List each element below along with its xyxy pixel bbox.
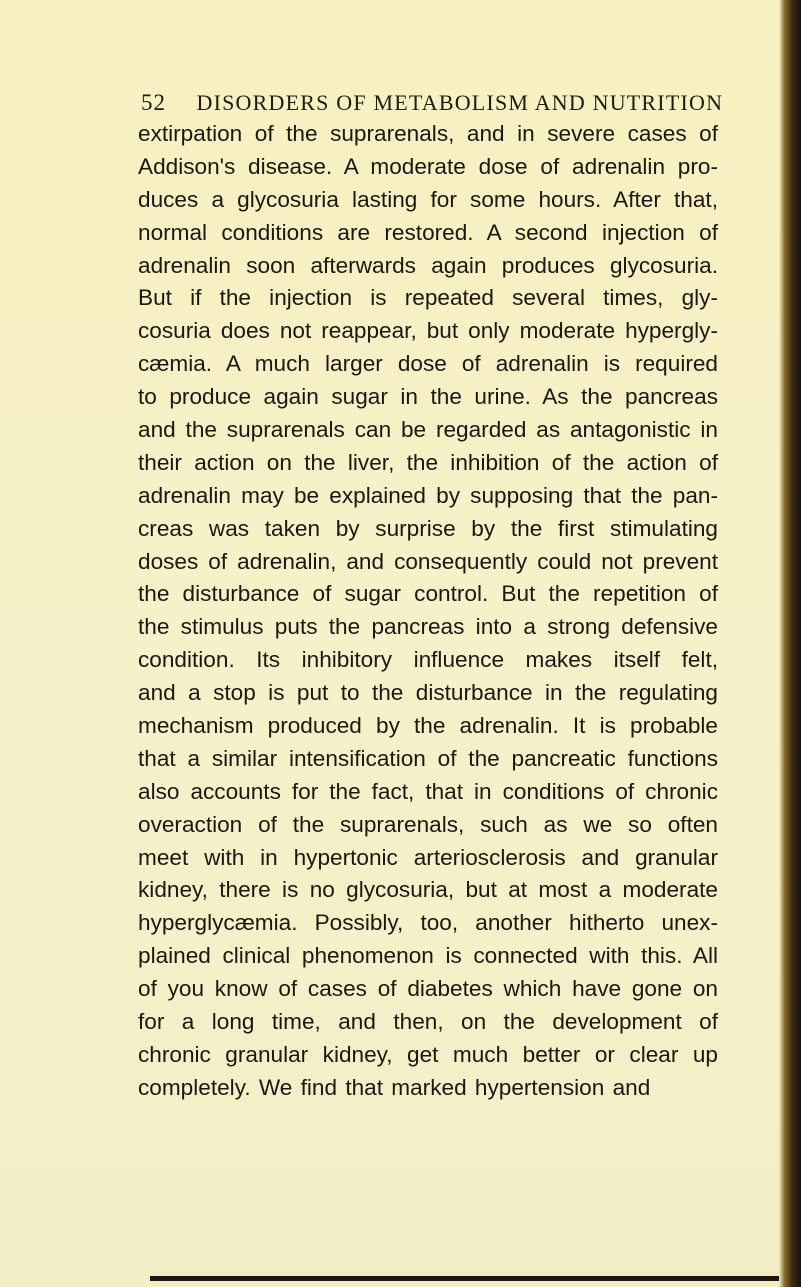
text-line: that a similar intensification of the pancreatic functions (138, 745, 718, 771)
text-line: the disturbance of sugar control. But the repetition of (138, 581, 718, 607)
bottom-rule (150, 1276, 779, 1281)
text-line: and the suprarenals can be regarded as antagonistic in (138, 417, 718, 443)
text-line: to produce again sugar in the urine. As the pancreas (138, 384, 718, 410)
text-line: chronic granular kidney, get much better or clear up (138, 1041, 718, 1067)
page-edge-shadow (779, 0, 801, 1287)
text-line: Addison's disease. A moderate dose of adrenalin pro- (138, 153, 718, 179)
text-line: adrenalin soon afterwards again produces glycosuria. (138, 252, 718, 278)
text-line: duces a glycosuria lasting for some hours. After that, (138, 186, 718, 212)
body-text (138, 118, 718, 1105)
text-line: their action on the liver, the inhibition of the action of (138, 449, 718, 475)
text-line: condition. Its inhibitory influence makes itself felt, (138, 647, 718, 673)
text-line: cæmia. A much larger dose of adrenalin is required (138, 351, 718, 377)
page-number: 52 (141, 90, 166, 115)
text-line: creas was taken by surprise by the first stimulating (138, 515, 718, 541)
text-line: mechanism produced by the adrenalin. It is probable (138, 713, 718, 739)
text-line: hyperglycæmia. Possibly, too, another hitherto unex- (138, 910, 718, 936)
text-line: for a long time, and then, on the development of (138, 1009, 718, 1035)
text-line: and a stop is put to the disturbance in the regulating (138, 680, 718, 706)
text-line: adrenalin may be explained by supposing that the pan- (138, 482, 718, 508)
text-line: the stimulus puts the pancreas into a strong defensive (138, 614, 718, 640)
text-line: kidney, there is no glycosuria, but at most a moderate (138, 877, 718, 903)
text-line: cosuria does not reappear, but only moderate hypergly- (138, 318, 718, 344)
text-line: of you know of cases of diabetes which have gone on (138, 976, 718, 1002)
text-line: extirpation of the suprarenals, and in severe cases of (138, 121, 718, 146)
running-title: DISORDERS OF METABOLISM AND NUTRITION (196, 90, 724, 115)
text-line: plained clinical phenomenon is connected with this. All (138, 943, 718, 969)
text-line: But if the injection is repeated several times, gly- (138, 285, 718, 311)
text-line: doses of adrenalin, and consequently could not prevent (138, 548, 718, 574)
text-line: also accounts for the fact, that in conditions of chronic (138, 778, 718, 804)
text-line: meet with in hypertonic arteriosclerosis and granular (138, 844, 718, 870)
text-line: overaction of the suprarenals, such as we so often (138, 811, 718, 837)
text-line: completely. We find that marked hypertension and (138, 1074, 651, 1100)
running-header (141, 90, 741, 120)
text-line: normal conditions are restored. A second injection of (138, 219, 718, 245)
